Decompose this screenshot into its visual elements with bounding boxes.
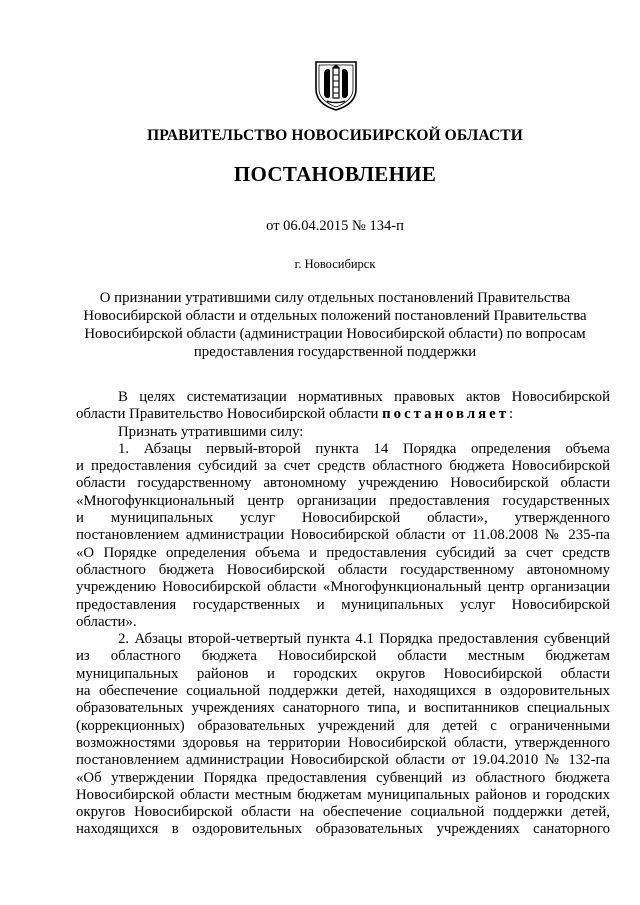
item1-line: и муниципальных услуг Новосибирской области», утвержденного [76,510,610,527]
item1-line: постановлением администрации Новосибирской области от 11.08.2008 № 235-па [76,527,610,544]
item2-line: муниципальных районов и городских округов Новосибирской области [76,665,610,682]
item2-line: находящихся в оздоровительных образовательных учреждениях санаторного [76,821,610,838]
document-type-title: ПОСТАНОВЛЕНИЕ [233,162,437,186]
document-body [76,389,610,839]
item1-line: области». [76,613,137,630]
item2-line: возможностями здоровья на территории Новосибирской области, утвержденного [76,734,610,751]
item1-line: предоставления государственных и муниципальных услуг Новосибирской [76,596,610,613]
preamble-keyword: постановляет [382,406,509,423]
item1-line: 1. Абзацы первый-второй пункта 14 Порядка определения объема [118,440,610,457]
subject-line: Новосибирской области (администрации Новосибирской области) по вопросам [84,326,586,342]
item1-line: и предоставления субсидий за счет средств областного бюджета Новосибирской [76,458,610,475]
document-city: г. Новосибирск [294,257,376,271]
item1-line: области государственному автономному учреждению Новосибирской области [76,475,610,492]
item2-line: образовательных учреждениях санаторного типа, и воспитанников специальных [76,700,610,717]
item2-line: «Об утверждении Порядка предоставления субвенций из областного бюджета [76,769,610,786]
item1-line: «О Порядке определения объема и предоставления субсидий за счет средств [76,544,610,561]
preamble-line [76,406,610,423]
subject-line: Новосибирской области и отдельных положений постановлений Правительства [83,308,587,324]
preamble-colon: : [509,406,514,423]
subject-line: О признании утратившими силу отдельных постановлений Правительства [99,290,571,306]
item2-line: постановлением администрации Новосибирской области от 19.04.2010 № 132-па [76,752,610,769]
item2-line: из областного бюджета Новосибирской области местным бюджетам [76,648,610,665]
item2-line: на обеспечение социальной поддержки детей, находящихся в оздоровительных [76,683,610,700]
preamble-text: области Правительство Новосибирской области [76,406,383,423]
document-date-number: от 06.04.2015 № 134-п [266,218,404,234]
item2-line: (коррекционных) образовательных учреждений для детей с ограниченными [76,717,610,734]
item2-line: 2. Абзацы второй-четвертый пункта 4.1 Порядка предоставления субвенций [118,631,610,648]
item2-line: округов Новосибирской области на обеспечение социальной поддержки детей, [76,804,610,821]
subject-line: предоставления государственной поддержки [193,344,477,360]
preamble-line: В целях систематизации нормативных правовых актов Новосибирской [118,389,610,405]
item1-line: областного бюджета Новосибирской области государственному автономному [76,561,610,578]
document-subject [60,289,610,361]
government-title: ПРАВИТЕЛЬСТВО НОВОСИБИРСКОЙ ОБЛАСТИ [147,127,523,144]
item1-line: учреждению Новосибирской области «Многофункциональный центр организации [76,579,610,596]
item1-line: «Многофункциональный центр организации предоставления государственных [76,492,610,509]
novosibirsk-coat-of-arms-icon [313,59,359,111]
item2-line: Новосибирской области местным бюджетам муниципальных районов и городских [76,786,610,803]
declare-line: Признать утратившими силу: [118,423,304,440]
